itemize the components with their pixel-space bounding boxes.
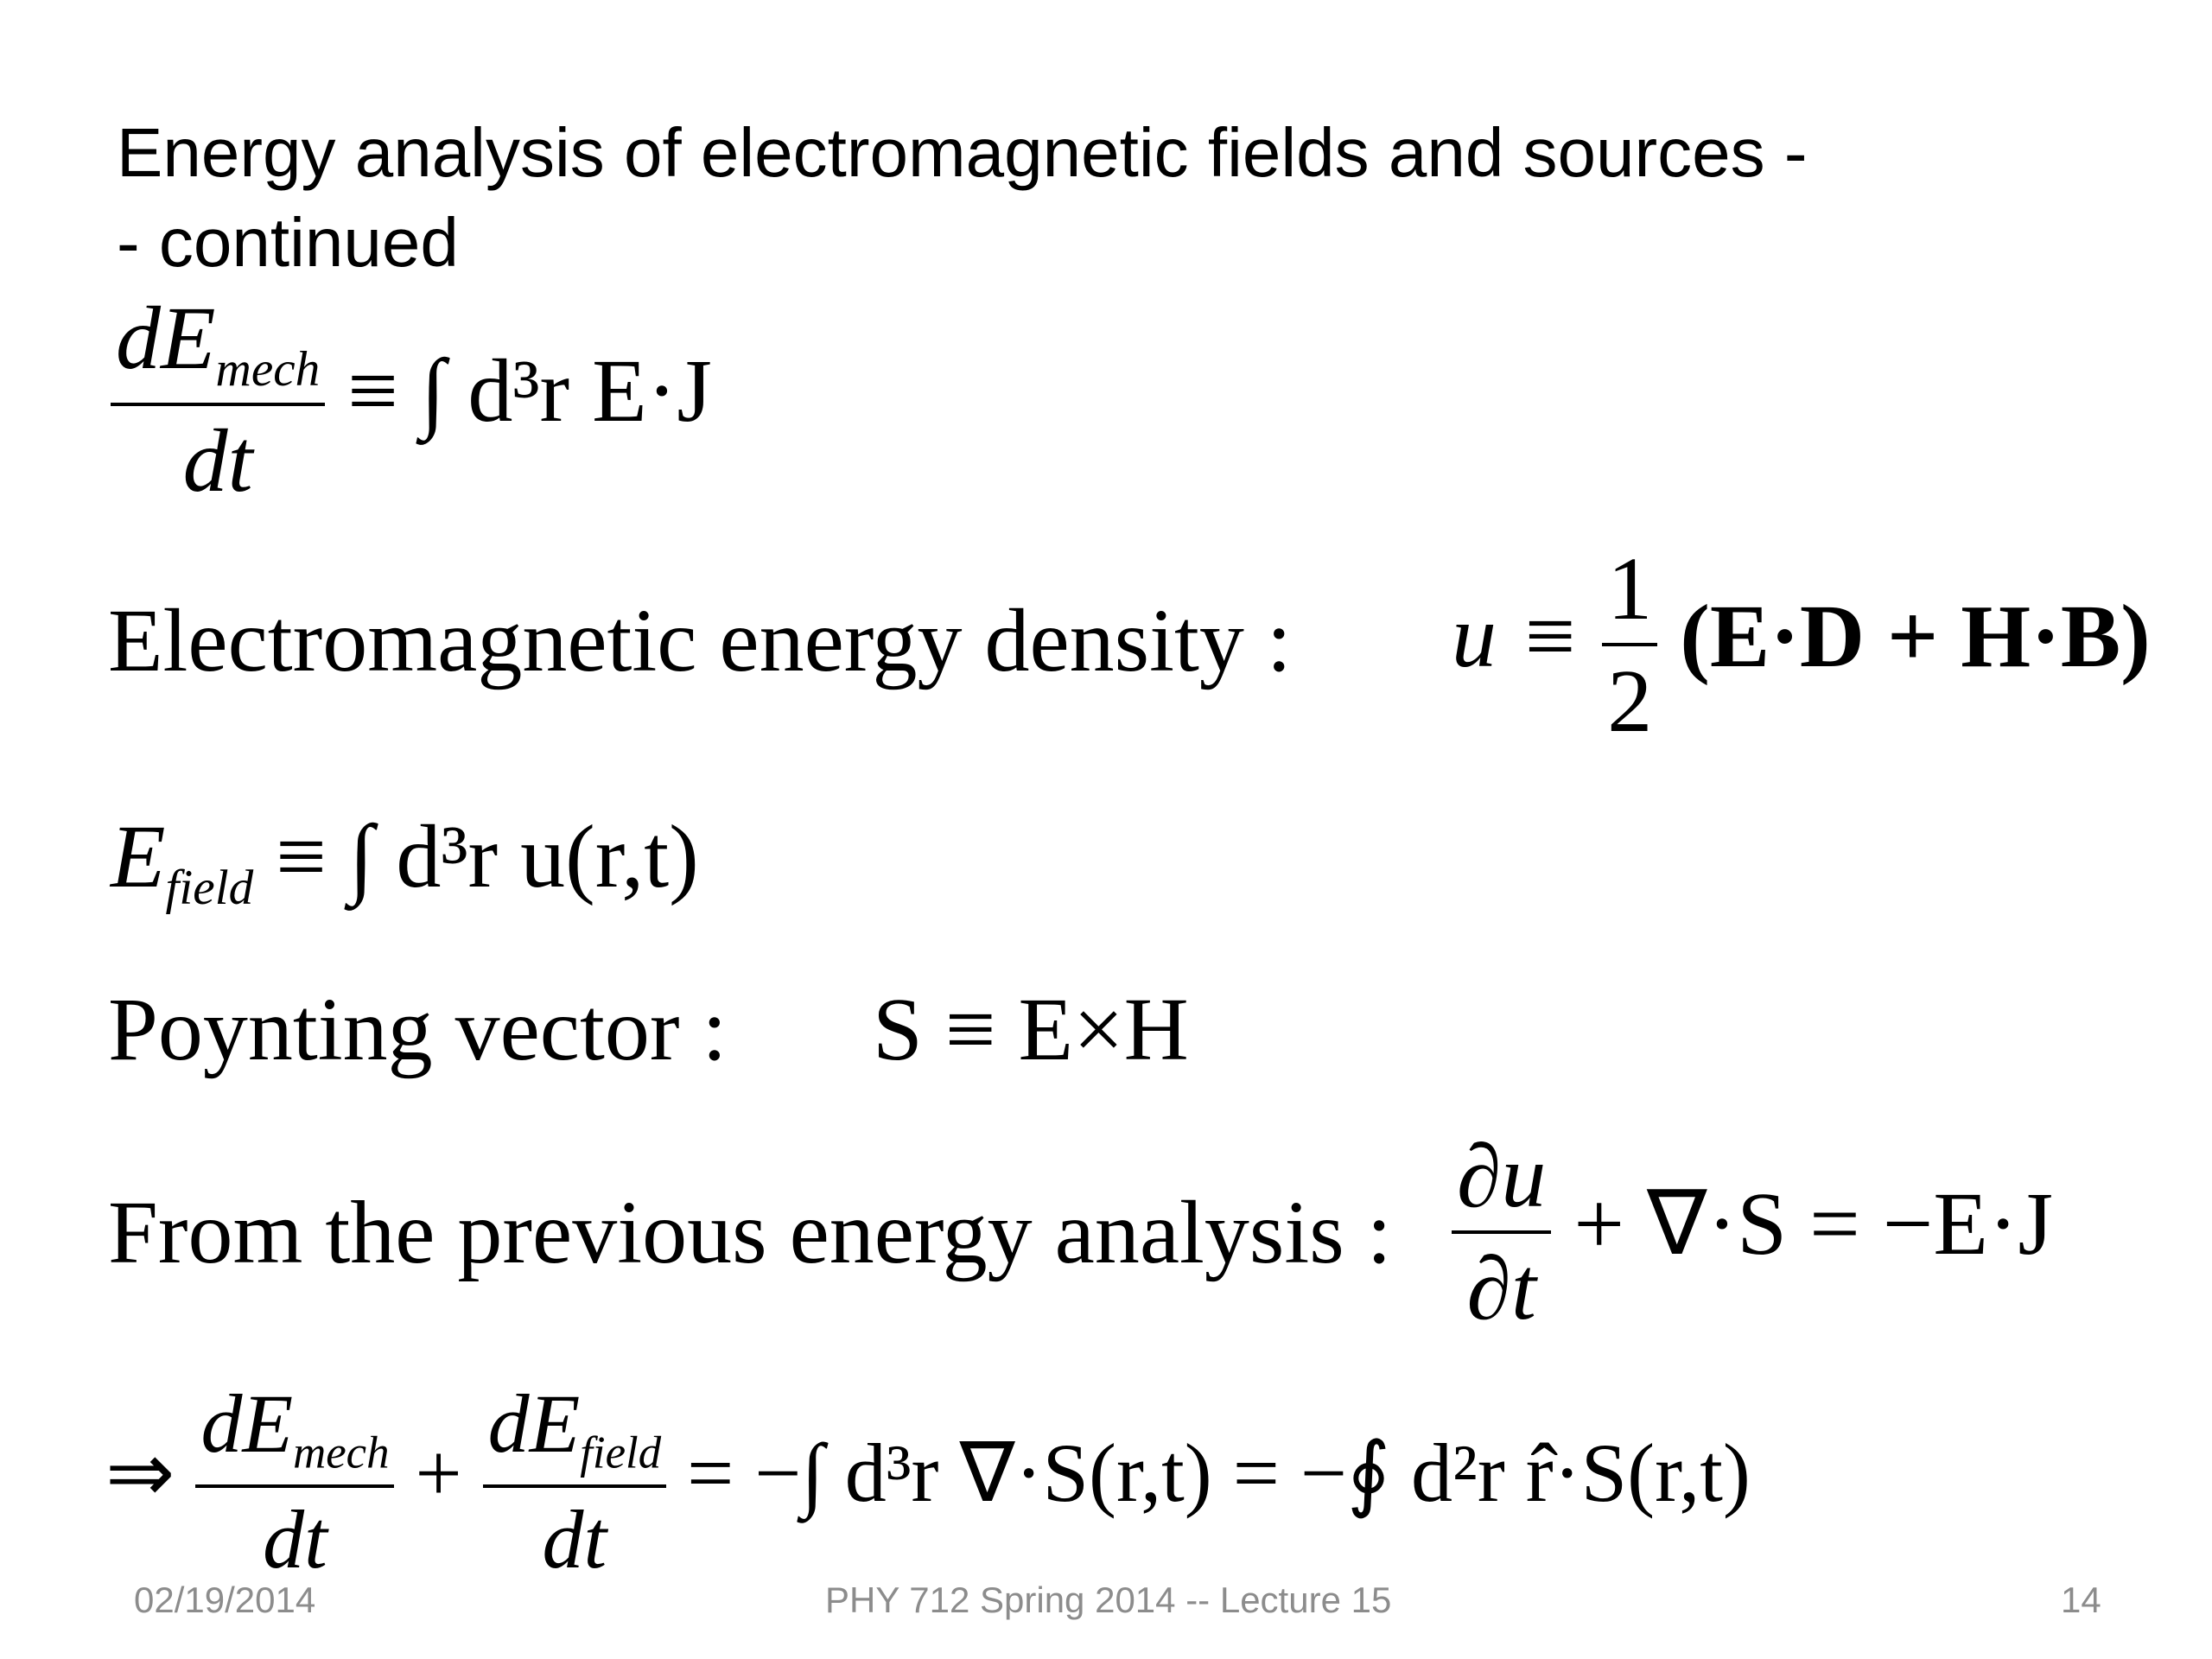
equation-energy-density: [1452, 539, 2151, 751]
fraction-numerator: 1: [1607, 539, 1653, 639]
plus-sign: +: [415, 1427, 462, 1520]
fraction-dEmech-dt: [111, 289, 325, 512]
fraction-denominator: dt: [111, 403, 325, 506]
equation-rhs: = −∫ d³r ∇·S(r,t) = −∮ d²r r̂·S(r,t): [687, 1427, 1751, 1520]
fraction-numerator: $dE_{mech}$: [116, 289, 321, 397]
fraction-dEfield-dt: [483, 1377, 666, 1586]
equation-rhs: ≡ ∫ d³r u(r,t): [276, 807, 699, 906]
equation-rhs: + ∇·S = −E·J: [1573, 1173, 2054, 1274]
equation-mech-power: [111, 289, 712, 512]
equation-rhs: ≡ ∫ d³r E·J: [347, 340, 712, 441]
fraction-numerator: ∂u: [1457, 1127, 1547, 1226]
equation-energy-conservation: [105, 1377, 1751, 1586]
title-line-2: - continued: [117, 204, 459, 281]
fraction-denominator: 2: [1602, 643, 1657, 747]
fraction-dEmech-dt: [195, 1377, 394, 1586]
equation-continuity: [1452, 1127, 2054, 1338]
slide-title: [117, 108, 2061, 288]
fraction-numerator: $dE_{mech}$: [200, 1377, 390, 1478]
poynting-label: Poynting vector :: [108, 980, 728, 1079]
equation-lhs: u ≡: [1452, 586, 1580, 686]
footer-page-number: 14: [2061, 1580, 2101, 1620]
footer-course: PHY 712 Spring 2014 -- Lecture 15: [825, 1580, 1392, 1620]
equation-rhs: (E·D + H·B): [1680, 586, 2151, 686]
fraction-numerator: $dE_{field}$: [487, 1377, 662, 1478]
fraction-denominator: dt: [483, 1484, 666, 1581]
implies-arrow: ⇒: [105, 1427, 175, 1520]
fraction-du-dt: [1452, 1127, 1551, 1338]
equation-field-energy: [111, 807, 699, 916]
equation-lhs: $E_{field}$: [111, 807, 254, 916]
fraction-denominator: dt: [195, 1484, 394, 1581]
energy-density-label: Electromagnetic energy density :: [108, 591, 1292, 690]
title-line-1: Energy analysis of electromagnetic fields and sources -: [117, 114, 1808, 191]
fraction-one-half: [1602, 539, 1657, 751]
continuity-label: From the previous energy analysis :: [108, 1183, 1392, 1282]
equation-poynting: S ≡ E×H: [873, 980, 1189, 1079]
footer-date: 02/19/2014: [134, 1580, 316, 1620]
fraction-denominator: ∂t: [1452, 1230, 1551, 1334]
